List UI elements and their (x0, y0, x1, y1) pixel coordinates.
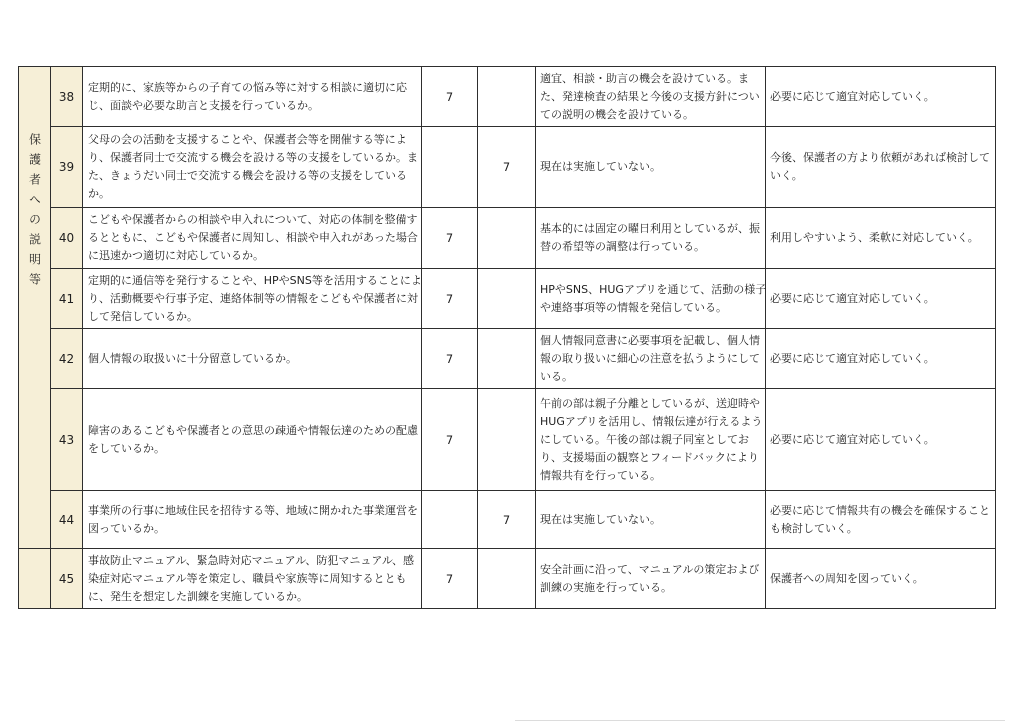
improvement-plan: 必要に応じて適宜対応していく。 (766, 389, 996, 491)
current-status: 午前の部は親子分離としているが、送迎時や HUGアプリを活用し、情報伝達が行えるよう にしている。午後の部は親子同室としてお り、支援場面の観察とフィードバックにより 情報共有を行っている。 (536, 389, 766, 491)
item-number: 42 (51, 329, 83, 389)
category-label: 保護者への説明等 (27, 133, 42, 293)
current-status: 個人情報同意書に必要事項を記載し、個人情 報の取り扱いに細心の注意を払うようにして いる。 (536, 329, 766, 389)
improvement-plan: 保護者への周知を図っていく。 (766, 549, 996, 609)
item-question: 個人情報の取扱いに十分留意しているか。 (83, 329, 422, 389)
current-status: HPやSNS、HUGアプリを通じて、活動の様子 や連絡事項等の情報を発信している。 (536, 269, 766, 329)
no-count (478, 269, 536, 329)
improvement-plan: 必要に応じて適宜対応していく。 (766, 329, 996, 389)
item-question: 事故防止マニュアル、緊急時対応マニュアル、防犯マニュアル、感 染症対応マニュアル等を策定し、職員や家族等に周知するととも に、発生を想定した訓練を実施しているか。 (83, 549, 422, 609)
no-count (478, 329, 536, 389)
yes-count: 7 (422, 269, 478, 329)
table-row-40 (19, 208, 996, 269)
item-question: 障害のあるこどもや保護者との意思の疎通や情報伝達のための配慮 をしているか。 (83, 389, 422, 491)
no-count (478, 67, 536, 127)
item-number: 41 (51, 269, 83, 329)
yes-count: 7 (422, 208, 478, 269)
table-row-43 (19, 389, 996, 491)
no-count (478, 549, 536, 609)
improvement-plan: 必要に応じて適宜対応していく。 (766, 269, 996, 329)
no-count: 7 (478, 127, 536, 208)
item-number: 45 (51, 549, 83, 609)
item-question: 定期的に、家族等からの子育ての悩み等に対する相談に適切に応 じ、面談や必要な助言と支援を行っているか。 (83, 67, 422, 127)
category-cell (19, 67, 51, 549)
item-question: こどもや保護者からの相談や申入れについて、対応の体制を整備す るとともに、こどもや保護者に周知し、相談や申入れがあった場合 に迅速かつ適切に対応しているか。 (83, 208, 422, 269)
no-count: 7 (478, 491, 536, 549)
current-status: 現在は実施していない。 (536, 127, 766, 208)
current-status: 安全計画に沿って、マニュアルの策定および 訓練の実施を行っている。 (536, 549, 766, 609)
item-number: 44 (51, 491, 83, 549)
no-count (478, 389, 536, 491)
no-count (478, 208, 536, 269)
table-row-39 (19, 127, 996, 208)
item-question: 事業所の行事に地域住民を招待する等、地域に開かれた事業運営を 図っているか。 (83, 491, 422, 549)
current-status: 適宜、相談・助言の機会を設けている。ま た、発達検査の結果と今後の支援方針につい ての説明の機会を設けている。 (536, 67, 766, 127)
scan-edge-line (515, 720, 1005, 721)
item-question: 定期的に通信等を発行することや、HPやSNS等を活用することによ り、活動概要や行事予定、連絡体制等の情報をこどもや保護者に対 して発信しているか。 (83, 269, 422, 329)
item-number: 39 (51, 127, 83, 208)
table-row-42 (19, 329, 996, 389)
current-status: 基本的には固定の曜日利用としているが、振 替の希望等の調整は行っている。 (536, 208, 766, 269)
yes-count (422, 491, 478, 549)
current-status: 現在は実施していない。 (536, 491, 766, 549)
improvement-plan: 必要に応じて情報共有の機会を確保すること も検討していく。 (766, 491, 996, 549)
improvement-plan: 今後、保護者の方より依頼があれば検討して いく。 (766, 127, 996, 208)
item-question: 父母の会の活動を支援することや、保護者会等を開催する等によ り、保護者同士で交流する機会を設ける等の支援をしているか。ま た、きょうだい同士で交流する機会を設ける等の支援をしている か。 (83, 127, 422, 208)
table-row-44 (19, 491, 996, 549)
evaluation-table (18, 66, 996, 609)
yes-count: 7 (422, 329, 478, 389)
table-row-41 (19, 269, 996, 329)
table-row-45 (19, 549, 996, 609)
next-category-cell (19, 549, 51, 609)
yes-count: 7 (422, 67, 478, 127)
improvement-plan: 必要に応じて適宜対応していく。 (766, 67, 996, 127)
item-number: 43 (51, 389, 83, 491)
improvement-plan: 利用しやすいよう、柔軟に対応していく。 (766, 208, 996, 269)
item-number: 38 (51, 67, 83, 127)
yes-count (422, 127, 478, 208)
item-number: 40 (51, 208, 83, 269)
yes-count: 7 (422, 549, 478, 609)
yes-count: 7 (422, 389, 478, 491)
table-row-38 (19, 67, 996, 127)
